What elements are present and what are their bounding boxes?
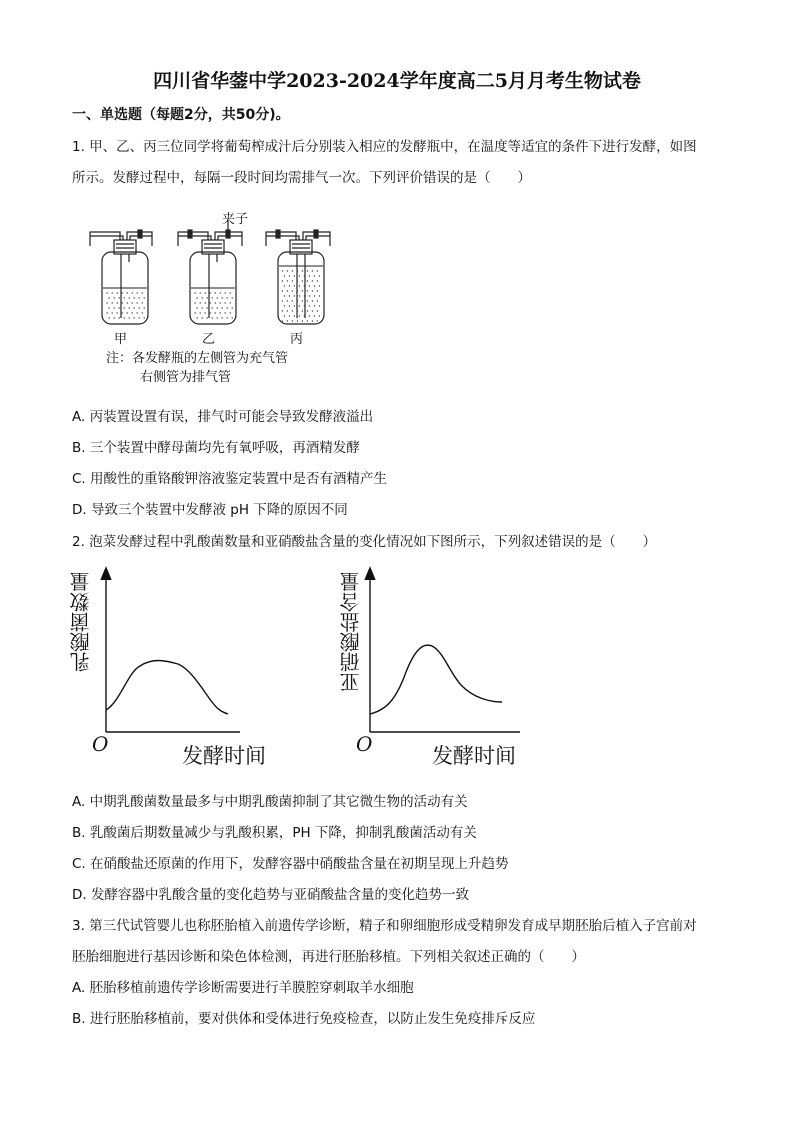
- bottle-label-yi: 乙: [202, 332, 216, 347]
- liquid-dots: [107, 270, 321, 321]
- q3-option-b: B. 进行胚胎移植前，要对供体和受体进行免疫检查，以防止发生免疫排斥反应: [72, 1011, 536, 1027]
- q1-option-b: B. 三个装置中酵母菌均先有氧呼吸，再酒精发酵: [72, 440, 360, 456]
- q3-stem-line2: 胚胎细胞进行基因诊断和染色体检测，再进行胚胎移植。下列相关叙述正确的（ ）: [72, 949, 585, 965]
- q1-stem-line2: 所示。发酵过程中，每隔一段时间均需排气一次。下列评价错误的是（ ）: [72, 170, 531, 186]
- q2-option-a: A. 中期乳酸菌数量最多与中期乳酸菌抑制了其它微生物的活动有关: [72, 794, 468, 810]
- nitrite-curve: [370, 645, 502, 714]
- q2-option-c: C. 在硝酸盐还原菌的作用下，发酵容器中硝酸盐含量在初期呈现上升趋势: [72, 856, 509, 872]
- q1-option-a: A. 丙装置设置有误，排气时可能会导致发酵液溢出: [72, 409, 374, 425]
- figure-note-line2: 右侧管为排气管: [140, 370, 232, 385]
- right-graph-origin: O: [356, 732, 373, 756]
- q1-option-c: C. 用酸性的重铬酸钾溶液鉴定装置中是否有酒精产生: [72, 471, 388, 487]
- bottle-label-bing: 丙: [290, 332, 304, 347]
- left-graph-ylabel: 乳酸菌数量: [69, 572, 93, 672]
- clip-label: 夹子: [222, 212, 249, 227]
- bottle-jia: [90, 230, 152, 324]
- figure-note-line1: 注：各发酵瓶的左侧管为充气管: [106, 351, 289, 366]
- q1-stem-line1: 1. 甲、乙、丙三位同学将葡萄榨成汁后分别装入相应的发酵瓶中，在温度等适宜的条件下进行发酵，如图: [72, 139, 697, 155]
- right-graph-xlabel: 发酵时间: [432, 744, 516, 768]
- left-graph-origin: O: [92, 732, 109, 756]
- bottle-label-jia: 甲: [114, 332, 128, 347]
- q2-stem: 2. 泡菜发酵过程中乳酸菌数量和亚硝酸盐含量的变化情况如下图所示，下列叙述错误的是（ ）: [72, 534, 657, 550]
- q3-stem-line1: 3. 第三代试管婴儿也称胚胎植入前遗传学诊断，精子和卵细胞形成受精卵发育成早期胚胎后植入子宫前对: [72, 918, 697, 934]
- right-graph-ylabel: 亚硝酸盐含量: [339, 572, 363, 692]
- q1-option-d: D. 导致三个装置中发酵液 pH 下降的原因不同: [72, 502, 348, 518]
- page-title: 四川省华蓥中学2023-2024学年度高二5月月考生物试卷: [153, 70, 641, 92]
- left-graph-xlabel: 发酵时间: [182, 744, 266, 768]
- q2-option-d: D. 发酵容器中乳酸含量的变化趋势与亚硝酸盐含量的变化趋势一致: [72, 887, 469, 903]
- q2-option-b: B. 乳酸菌后期数量减少与乳酸积累，PH 下降，抑制乳酸菌活动有关: [72, 825, 477, 841]
- bottle-bing: [266, 230, 330, 324]
- q3-option-a: A. 胚胎移植前遗传学诊断需要进行羊膜腔穿刺取羊水细胞: [72, 980, 414, 996]
- section-heading: 一、单选题（每题2分，共50分)。: [72, 107, 290, 123]
- lactic-bacteria-curve: [106, 661, 228, 715]
